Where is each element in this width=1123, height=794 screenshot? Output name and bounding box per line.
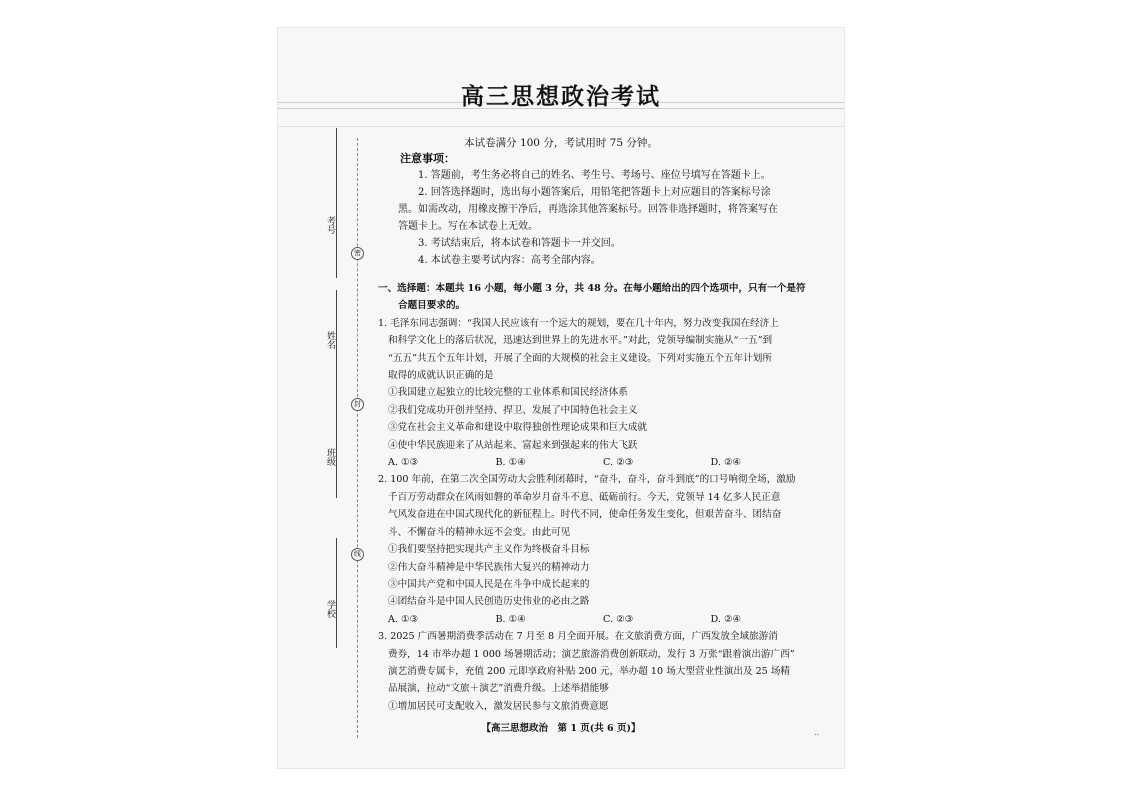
- notice-block: [398, 150, 818, 269]
- answer-choices: [388, 611, 818, 628]
- page-footer: 【高三思想政治 第 1 页(共 6 页)】: [481, 723, 641, 734]
- exam-title: 高三思想政治考试: [461, 83, 661, 110]
- question-stem: 千百万劳动群众在风雨如磐的革命岁月奋斗不息、砥砺前行。今天，党领导 14 亿多人民正意: [388, 491, 781, 503]
- question-stem: 1. 毛泽东同志强调：“我国人民应该有一个远大的规划，要在几十年内，努力改变我国在经济上: [378, 317, 779, 329]
- notice-item: 1. 答题前，考生务必将自己的姓名、考生号、考场号、座位号填写在答题卡上。: [418, 170, 771, 181]
- question-stem: 2. 100 年前，在第二次全国劳动大会胜利闭幕时，“奋斗，奋斗，奋斗到底”的口号响彻全场，激励: [378, 474, 796, 486]
- statement: ④团结奋斗是中国人民创造历史伟业的必由之路: [388, 596, 590, 608]
- choice-d: D. ②④: [710, 457, 742, 469]
- cut-line: [357, 138, 359, 738]
- question-stem: 3. 2025 广西暑期消费季活动在 7 月至 8 月全面开展。在文旅消费方面，广西发放全域旅游消: [378, 631, 778, 643]
- notice-item: 2. 回答选择题时，选出每小题答案后，用铅笔把答题卡上对应题目的答案标号涂: [418, 187, 771, 198]
- exam-page: [278, 28, 844, 768]
- question-stem: 取得的成就认识正确的是: [388, 370, 494, 382]
- choice-b: B. ①④: [495, 457, 526, 469]
- notice-heading: 注意事项：: [400, 152, 455, 165]
- answer-choices: [388, 454, 818, 471]
- seal-mark: 线: [351, 548, 364, 561]
- choice-c: C. ②③: [603, 457, 634, 469]
- choice-a: A. ①③: [388, 613, 419, 625]
- statement: ③中国共产党和中国人民是在斗争中成长起来的: [388, 578, 590, 590]
- questions: [378, 280, 818, 715]
- fill-line: [336, 538, 337, 648]
- binding-label-class: 班级: [325, 448, 335, 466]
- section-heading: 合题目要求的。: [398, 300, 466, 312]
- statement: ②伟大奋斗精神是中华民族伟大复兴的精神动力: [388, 561, 590, 573]
- notice-item: 黑。如需改动，用橡皮擦干净后，再选涂其他答案标号。回答非选择题时，将答案写在: [398, 204, 778, 215]
- section-heading: 一、选择题：本题共 16 小题，每小题 3 分，共 48 分。在每小题给出的四个选项中，只有一个是符: [378, 283, 806, 294]
- binding-label-school: 学校: [325, 600, 335, 618]
- notice-item: 3. 考试结束后，将本试卷和答题卡一并交回。: [418, 238, 621, 249]
- choice-c: C. ②③: [603, 613, 634, 625]
- fill-line: [336, 128, 337, 278]
- statement: ①我国建立起独立的比较完整的工业体系和国民经济体系: [388, 387, 628, 399]
- question-stem: 演艺消费专属卡，充值 200 元即享政府补贴 200 元，举办超 10 场大型营业性演出及 25 场精: [388, 665, 791, 677]
- binding-label-name: 姓名: [325, 331, 335, 349]
- question-stem: 气风发奋进在中国式现代化的新征程上。时代不同，使命任务发生变化，但艰苦奋斗、团结奋: [388, 509, 782, 521]
- question-stem: 品展演，拉动“文旅＋演艺”消费升级。上述举措能够: [388, 683, 609, 695]
- exam-subtitle: 本试卷满分 100 分，考试用时 75 分钟。: [464, 137, 658, 149]
- choice-a: A. ①③: [388, 457, 419, 469]
- question-stem: 斗、不懈奋斗的精神永远不会变。由此可见: [388, 526, 571, 538]
- scan-dots: ..: [814, 728, 820, 737]
- notice-item: 4. 本试卷主要考试内容：高考全部内容。: [418, 255, 601, 266]
- statement: ①我们要坚持把实现共产主义作为终极奋斗目标: [388, 544, 590, 556]
- choice-b: B. ①④: [495, 613, 526, 625]
- seal-mark: 密: [351, 247, 364, 260]
- fill-line: [336, 368, 337, 498]
- statement: ②我们党成功开创并坚持、捍卫、发展了中国特色社会主义: [388, 404, 638, 416]
- statement: ①增加居民可支配收入，激发居民参与文旅消费意愿: [388, 700, 609, 712]
- statement: ③党在社会主义革命和建设中取得独创性理论成果和巨大成就: [388, 422, 648, 434]
- question-stem: 和科学文化上的落后状况，迅速达到世界上的先进水平。”对此，党领导编制实施从“一五”到: [388, 335, 773, 347]
- seal-mark: 封: [351, 398, 364, 411]
- question-stem: “五五”共五个五年计划，开展了全面的大规模的社会主义建设。下列对实施五个五年计划所: [388, 352, 772, 364]
- notice-item: 答题卡上。写在本试卷上无效。: [398, 221, 538, 232]
- binding-label-exam-number: 考号: [325, 216, 335, 234]
- statement: ④使中华民族迎来了从站起来、富起来到强起来的伟大飞跃: [388, 439, 638, 451]
- question-stem: 费券，14 市举办超 1 000 场暑期活动；演艺旅游消费创新联动，发行 3 万张“跟着演出游广西”: [388, 648, 795, 660]
- choice-d: D. ②④: [710, 613, 742, 625]
